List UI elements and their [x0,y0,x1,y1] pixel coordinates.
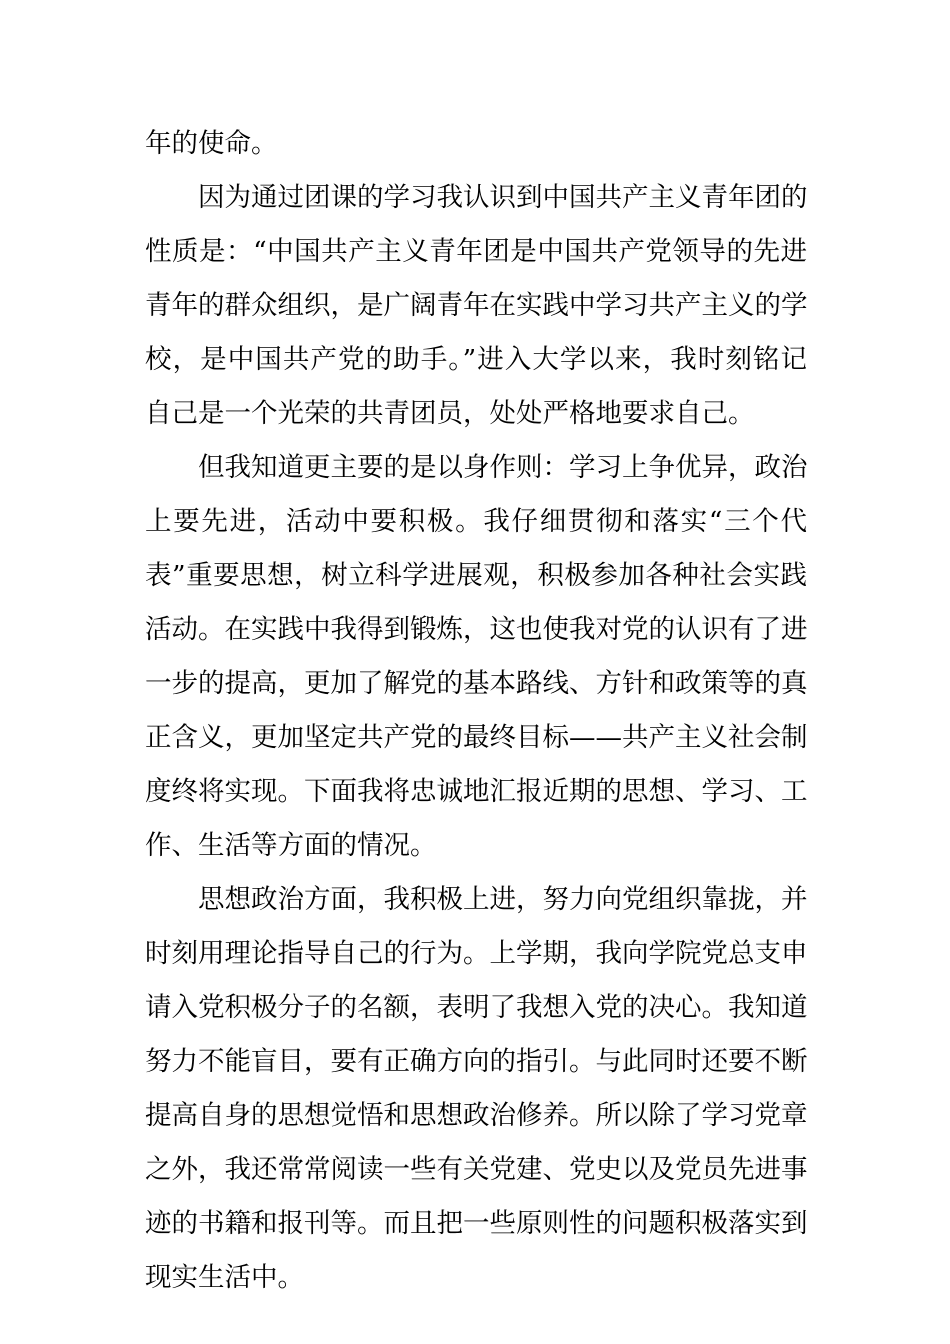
text-line: 上要先进，活动中要积极。我仔细贯彻和落实“三个代 [145,506,807,537]
text-line: 时刻用理论指导自己的行为。上学期，我向学院党总支申 [145,938,808,969]
text-line: 思想政治方面，我积极上进，努力向党组织靠拢，并 [145,884,808,915]
text-line: 校，是中国共产党的助手。”进入大学以来，我时刻铭记 [145,344,807,375]
text-line: 活动。在实践中我得到锻炼，这也使我对党的认识有了进 [145,614,808,645]
text-line: 努力不能盲目，要有正确方向的指引。与此同时还要不断 [145,1046,808,1077]
text-line: 现实生活中。 [145,1262,304,1293]
text-line: 表”重要思想，树立科学进展观，积极参加各种社会实践 [145,560,807,591]
text-line: 请入党积极分子的名额，表明了我想入党的决心。我知道 [145,992,808,1023]
text-line: 之外，我还常常阅读一些有关党建、党史以及党员先进事 [145,1154,808,1185]
text-line: 因为通过团课的学习我认识到中国共产主义青年团的 [145,182,808,213]
text-line: 提高自身的思想觉悟和思想政治修养。所以除了学习党章 [145,1100,808,1131]
text-line: 正含义，更加坚定共产党的最终目标——共产主义社会制 [145,722,808,753]
text-line: 一步的提高，更加了解党的基本路线、方针和政策等的真 [145,668,808,699]
text-line: 性质是：“中国共产主义青年团是中国共产党领导的先进 [145,236,807,267]
text-line: 作、生活等方面的情况。 [145,830,437,861]
text-line: 青年的群众组织，是广阔青年在实践中学习共产主义的学 [145,290,808,321]
text-line: 年的使命。 [145,128,278,159]
text-line: 但我知道更主要的是以身作则：学习上争优异，政治 [145,452,808,483]
text-line: 度终将实现。下面我将忠诚地汇报近期的思想、学习、工 [145,776,808,807]
text-line: 自己是一个光荣的共青团员，处处严格地要求自己。 [145,398,755,429]
text-line: 迹的书籍和报刊等。而且把一些原则性的问题积极落实到 [145,1208,808,1239]
